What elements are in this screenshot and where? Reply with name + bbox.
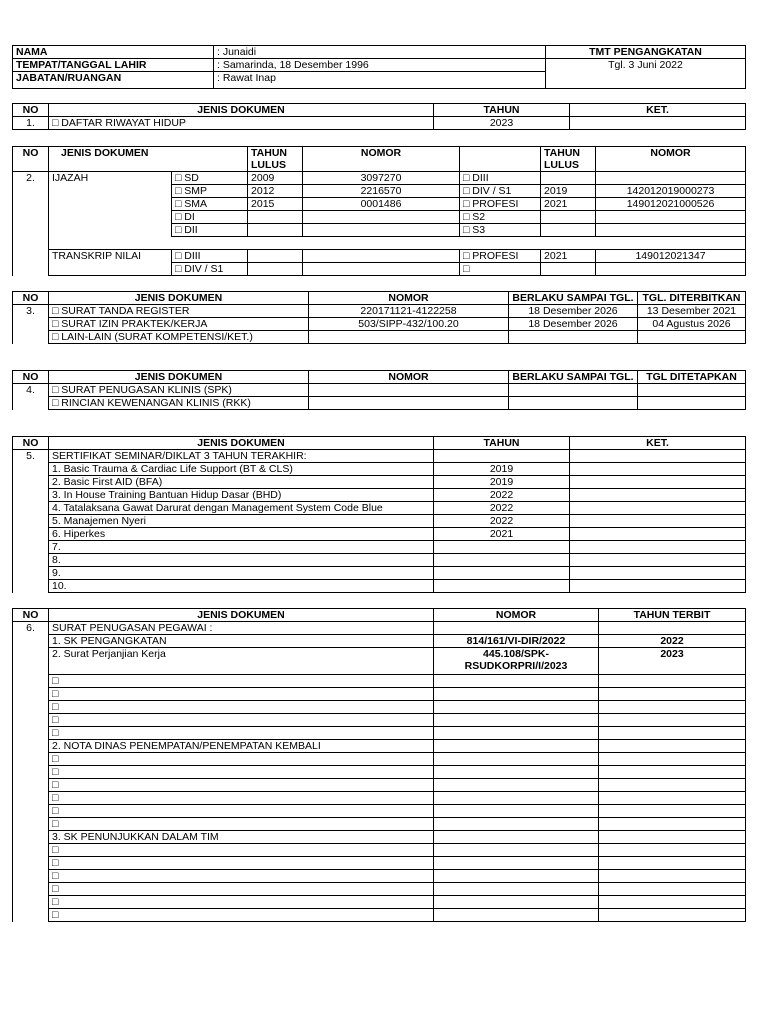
- col-jenis-dokumen: JENIS DOKUMEN: [49, 437, 434, 450]
- sertifikat-name: 3. In House Training Bantuan Hidup Dasar (BHD): [49, 489, 434, 502]
- list-item: [13, 818, 746, 831]
- list-item: [13, 766, 746, 779]
- transkrip-profesi: □ PROFESI: [460, 250, 541, 263]
- table-row: [13, 198, 746, 211]
- list-item: [13, 883, 746, 896]
- ijazah-label: IJAZAH: [49, 172, 172, 185]
- sertifikat-name: 10.: [49, 580, 434, 593]
- sertifikat-year: 2022: [434, 489, 570, 502]
- sk-pengangkatan-label: 1. SK PENGANGKATAN: [49, 635, 434, 648]
- checkbox-item: □: [49, 818, 434, 831]
- year-di: [248, 211, 303, 224]
- nomor-diii: [596, 172, 746, 185]
- checkbox-item: □: [49, 883, 434, 896]
- col-no: NO: [13, 609, 49, 622]
- tgl-lain-lain: [638, 331, 746, 344]
- col-nomor: NOMOR: [309, 292, 509, 305]
- col-no: NO: [13, 147, 49, 172]
- transkrip-year-diii: [248, 250, 303, 263]
- list-item: [13, 675, 746, 688]
- col-tahun-lulus-left: TAHUN LULUS: [248, 147, 303, 172]
- list-item: [13, 753, 746, 766]
- checkbox-item: □: [49, 896, 434, 909]
- col-nomor-left: NOMOR: [303, 147, 460, 172]
- table-sertifikat: [12, 436, 746, 593]
- checkbox-item: □: [49, 909, 434, 922]
- col-ket: KET.: [570, 104, 746, 117]
- row-no: 3.: [13, 305, 49, 344]
- level-dii: □ DII: [172, 224, 248, 237]
- level-div-s1: □ DIV / S1: [460, 185, 541, 198]
- jabatan-label: JABATAN/RUANGAN: [13, 72, 214, 89]
- year-diii: [541, 172, 596, 185]
- berlaku-sip: 18 Desember 2026: [509, 318, 638, 331]
- checkbox-item: □: [49, 857, 434, 870]
- table-row: [13, 318, 746, 331]
- table-row: [13, 263, 746, 276]
- sk-pengangkatan-tahun: 2022: [599, 635, 746, 648]
- row-no: 1.: [13, 117, 49, 130]
- table-row: [13, 384, 746, 397]
- sertifikat-name: 6. Hiperkes: [49, 528, 434, 541]
- list-item: [13, 528, 746, 541]
- col-berlaku: BERLAKU SAMPAI TGL.: [509, 371, 638, 384]
- col-tgl-diterbitkan: TGL. DITERBITKAN: [638, 292, 746, 305]
- year-div-s1: 2019: [541, 185, 596, 198]
- table-row: [13, 831, 746, 844]
- year-sma: 2015: [248, 198, 303, 211]
- col-tahun: TAHUN: [434, 104, 570, 117]
- col-berlaku: BERLAKU SAMPAI TGL.: [509, 292, 638, 305]
- sertifikat-name: 2. Basic First AID (BFA): [49, 476, 434, 489]
- doc-lain-lain: □ LAIN-LAIN (SURAT KOMPETENSI/KET.): [49, 331, 309, 344]
- table-row: [13, 740, 746, 753]
- transkrip-nomor-profesi: 149012021347: [596, 250, 746, 263]
- sertifikat-name: 4. Tatalaksana Gawat Darurat dengan Management System Code Blue: [49, 502, 434, 515]
- col-jenis-dokumen: JENIS DOKUMEN: [49, 609, 434, 622]
- table-riwayat-hidup: [12, 103, 746, 130]
- level-sd: □ SD: [172, 172, 248, 185]
- doc-sip: □ SURAT IZIN PRAKTEK/KERJA: [49, 318, 309, 331]
- nomor-str: 220171121-4122258: [309, 305, 509, 318]
- list-item: [13, 580, 746, 593]
- nomor-lain-lain: [309, 331, 509, 344]
- checkbox-item: □: [49, 727, 434, 740]
- list-item: [13, 567, 746, 580]
- identity-table: [12, 45, 746, 89]
- sertifikat-year: 2021: [434, 528, 570, 541]
- sertifikat-year: 2019: [434, 463, 570, 476]
- list-item: [13, 476, 746, 489]
- list-item: [13, 857, 746, 870]
- table-row: [13, 450, 746, 463]
- transkrip-nomor-diii: [303, 250, 460, 263]
- col-no: NO: [13, 104, 49, 117]
- ttl-value: : Samarinda, 18 Desember 1996: [214, 59, 546, 72]
- checkbox-item: □: [49, 805, 434, 818]
- col-tahun-terbit: TAHUN TERBIT: [599, 609, 746, 622]
- checkbox-item: □: [49, 792, 434, 805]
- sertifikat-year: [434, 580, 570, 593]
- col-jenis-dokumen: JENIS DOKUMEN: [49, 371, 309, 384]
- checkbox-item: □: [49, 701, 434, 714]
- col-no: NO: [13, 292, 49, 305]
- doc-str: □ SURAT TANDA REGISTER: [49, 305, 309, 318]
- jabatan-value: : Rawat Inap: [214, 72, 546, 89]
- col-jenis-dokumen: JENIS DOKUMEN: [49, 147, 248, 172]
- row-no: 4.: [13, 384, 49, 410]
- list-item: [13, 502, 746, 515]
- list-item: [13, 701, 746, 714]
- list-item: [13, 541, 746, 554]
- table-penugasan-pegawai: [12, 608, 746, 922]
- table-row: [13, 397, 746, 410]
- row-doc: □ DAFTAR RIWAYAT HIDUP: [49, 117, 434, 130]
- sertifikat-name: 9.: [49, 567, 434, 580]
- sertifikat-year: 2022: [434, 515, 570, 528]
- col-nomor: NOMOR: [309, 371, 509, 384]
- year-smp: 2012: [248, 185, 303, 198]
- checkbox-item: □: [49, 870, 434, 883]
- sertifikat-year: 2019: [434, 476, 570, 489]
- transkrip-year-blank: [541, 263, 596, 276]
- table-row: [13, 117, 746, 130]
- table-row: [13, 305, 746, 318]
- list-item: [13, 844, 746, 857]
- list-item: [13, 554, 746, 567]
- sertifikat-name: 1. Basic Trauma & Cardiac Life Support (BT & CLS): [49, 463, 434, 476]
- sertifikat-title: SERTIFIKAT SEMINAR/DIKLAT 3 TAHUN TERAKHIR:: [49, 450, 434, 463]
- transkrip-nomor-div-s1: [303, 263, 460, 276]
- sertifikat-year: 2022: [434, 502, 570, 515]
- tmt-label: TMT PENGANGKATAN: [546, 46, 746, 59]
- table-penugasan-klinis: [12, 370, 746, 410]
- col-tgl-ditetapkan: TGL DITETAPKAN: [638, 371, 746, 384]
- sertifikat-year: [434, 554, 570, 567]
- table-row: [13, 172, 746, 185]
- ttl-label: TEMPAT/TANGGAL LAHIR: [13, 59, 214, 72]
- sertifikat-year: [434, 567, 570, 580]
- checkbox-item: □: [49, 779, 434, 792]
- level-s3: □ S3: [460, 224, 541, 237]
- year-sd: 2009: [248, 172, 303, 185]
- row-no: 2.: [13, 172, 49, 276]
- col-no: NO: [13, 437, 49, 450]
- table-surat-register: [12, 291, 746, 344]
- sertifikat-name: 8.: [49, 554, 434, 567]
- row-no: 6.: [13, 622, 49, 922]
- level-diii: □ DIII: [460, 172, 541, 185]
- berlaku-lain-lain: [509, 331, 638, 344]
- tgl-sip: 04 Agustus 2026: [638, 318, 746, 331]
- transkrip-year-div-s1: [248, 263, 303, 276]
- table-row: [13, 211, 746, 224]
- table-row: [13, 331, 746, 344]
- transkrip-blank: □: [460, 263, 541, 276]
- list-item: [13, 688, 746, 701]
- nomor-smp: 2216570: [303, 185, 460, 198]
- table-row: [13, 250, 746, 263]
- transkrip-nomor-blank: [596, 263, 746, 276]
- nomor-dii: [303, 224, 460, 237]
- sertifikat-name: 7.: [49, 541, 434, 554]
- col-no: NO: [13, 371, 49, 384]
- list-item: [13, 896, 746, 909]
- table-row: [13, 635, 746, 648]
- year-profesi: 2021: [541, 198, 596, 211]
- spk-nomor: 445.108/SPK-RSUDKORPRI/I/2023: [434, 648, 599, 675]
- nomor-s3: [596, 224, 746, 237]
- nama-label: NAMA: [13, 46, 214, 59]
- table-row: [13, 648, 746, 675]
- table-ijazah: [12, 146, 746, 276]
- col-jenis-dokumen: JENIS DOKUMEN: [49, 292, 309, 305]
- nomor-di: [303, 211, 460, 224]
- level-smp: □ SMP: [172, 185, 248, 198]
- transkrip-year-profesi: 2021: [541, 250, 596, 263]
- list-item: [13, 489, 746, 502]
- col-tahun: TAHUN: [434, 437, 570, 450]
- transkrip-div-s1: □ DIV / S1: [172, 263, 248, 276]
- table-row: [13, 622, 746, 635]
- row-no: 5.: [13, 450, 49, 593]
- nomor-sma: 0001486: [303, 198, 460, 211]
- nomor-sip: 503/SIPP-432/100.20: [309, 318, 509, 331]
- list-item: [13, 870, 746, 883]
- level-s2: □ S2: [460, 211, 541, 224]
- nomor-sd: 3097270: [303, 172, 460, 185]
- checkbox-item: □: [49, 714, 434, 727]
- row-tahun: 2023: [434, 117, 570, 130]
- col-nomor-right: NOMOR: [596, 147, 746, 172]
- spk-label: 2. Surat Perjanjian Kerja: [49, 648, 434, 675]
- transkrip-diii: □ DIII: [172, 250, 248, 263]
- berlaku-str: 18 Desember 2026: [509, 305, 638, 318]
- col-jenis-dokumen: JENIS DOKUMEN: [49, 104, 434, 117]
- doc-rkk: □ RINCIAN KEWENANGAN KLINIS (RKK): [49, 397, 309, 410]
- year-dii: [248, 224, 303, 237]
- level-di: □ DI: [172, 211, 248, 224]
- row-ket: [570, 117, 746, 130]
- list-item: [13, 909, 746, 922]
- checkbox-item: □: [49, 688, 434, 701]
- penugasan-title: SURAT PENUGASAN PEGAWAI :: [49, 622, 434, 635]
- checkbox-item: □: [49, 753, 434, 766]
- sertifikat-year: [434, 541, 570, 554]
- list-item: [13, 714, 746, 727]
- col-ket: KET.: [570, 437, 746, 450]
- table-row: [13, 224, 746, 237]
- sk-pengangkatan-nomor: 814/161/VI-DIR/2022: [434, 635, 599, 648]
- doc-spk: □ SURAT PENUGASAN KLINIS (SPK): [49, 384, 309, 397]
- table-row: [13, 185, 746, 198]
- col-nomor: NOMOR: [434, 609, 599, 622]
- year-s2: [541, 211, 596, 224]
- sertifikat-name: 5. Manajemen Nyeri: [49, 515, 434, 528]
- list-item: [13, 515, 746, 528]
- transkrip-label: TRANSKRIP NILAI: [49, 250, 172, 263]
- list-item: [13, 727, 746, 740]
- level-sma: □ SMA: [172, 198, 248, 211]
- checkbox-item: □: [49, 766, 434, 779]
- checkbox-item: □: [49, 675, 434, 688]
- list-item: [13, 463, 746, 476]
- nomor-s2: [596, 211, 746, 224]
- sk-tim-label: 3. SK PENUNJUKKAN DALAM TIM: [49, 831, 434, 844]
- year-s3: [541, 224, 596, 237]
- spk-tahun: 2023: [599, 648, 746, 675]
- nomor-profesi: 149012021000526: [596, 198, 746, 211]
- tmt-value: Tgl. 3 Juni 2022: [546, 59, 746, 89]
- list-item: [13, 805, 746, 818]
- col-tahun-lulus-right: TAHUN LULUS: [541, 147, 596, 172]
- nama-value: : Junaidi: [214, 46, 546, 59]
- list-item: [13, 779, 746, 792]
- checkbox-item: □: [49, 844, 434, 857]
- nomor-div-s1: 142012019000273: [596, 185, 746, 198]
- level-profesi: □ PROFESI: [460, 198, 541, 211]
- tgl-str: 13 Desember 2021: [638, 305, 746, 318]
- list-item: [13, 792, 746, 805]
- nota-dinas-label: 2. NOTA DINAS PENEMPATAN/PENEMPATAN KEMBALI: [49, 740, 434, 753]
